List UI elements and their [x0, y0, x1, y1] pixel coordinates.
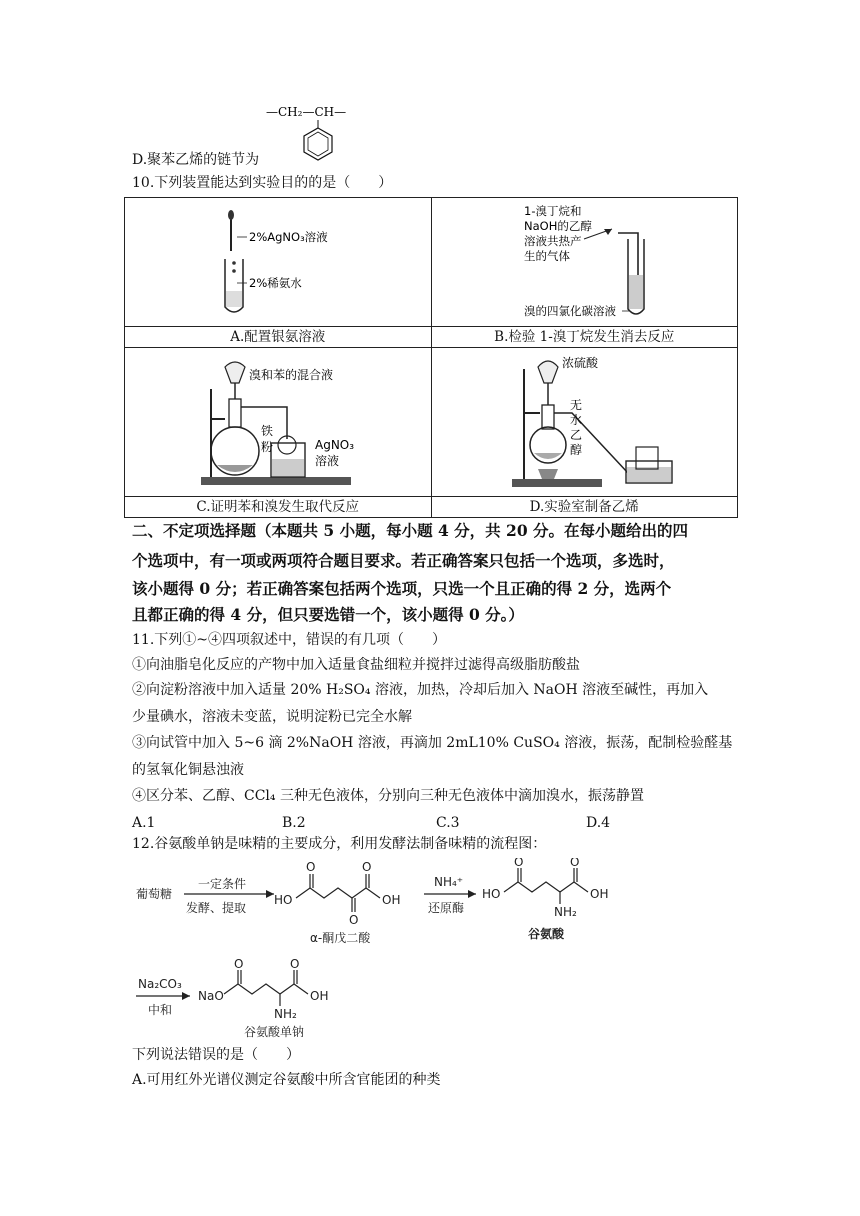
- figB-label1: 1-溴丁烷和: [523, 204, 581, 218]
- c1-o-top2: O: [362, 860, 372, 874]
- section2-line2: 个选项中，有一项或两项符合题目要求。若正确答案只包括一个选项，多选时，: [132, 551, 675, 570]
- c1-ho: HO: [274, 893, 293, 907]
- q10-apparatus-table: [124, 197, 738, 518]
- c2-o-top2: O: [570, 858, 580, 869]
- figC-label4: AgNO₃: [315, 438, 355, 452]
- q11-statement-2a: ②向淀粉溶液中加入适量 20% H₂SO₄ 溶液，加热，冷却后加入 NaOH 溶液至碱性，再加入: [132, 682, 709, 698]
- figC-label5: 溶液: [315, 454, 340, 468]
- arrow1-top: 一定条件: [198, 877, 247, 891]
- q11-option-b[interactable]: B.2: [282, 815, 306, 831]
- q11-option-c[interactable]: C.3: [436, 815, 460, 831]
- arrow2-top: NH₄⁺: [434, 875, 464, 889]
- figC-label2: 铁: [261, 424, 274, 438]
- c1-oh: OH: [382, 893, 401, 907]
- figD-label1: 浓硫酸: [561, 356, 598, 370]
- arrow3-top: Na₂CO₃: [138, 977, 182, 991]
- figC-label3: 粉: [261, 440, 274, 454]
- arrow3-bottom: 中和: [148, 1003, 173, 1017]
- q10-stem: 10.下列装置能达到实验目的的是（ ）: [132, 175, 393, 191]
- c3-nao: NaO: [198, 989, 224, 1003]
- caption-c: C.证明苯和溴发生取代反应: [125, 497, 432, 518]
- c2-o-top: O: [514, 858, 524, 869]
- c1-o-top: O: [306, 860, 316, 874]
- q11-statement-4: ④区分苯、乙醇、CCl₄ 三种无色液体，分别向三种无色液体中滴加溴水，振荡静置: [132, 788, 644, 804]
- q11-option-a[interactable]: A.1: [132, 815, 156, 831]
- figC-label1: 溴和苯的混合液: [249, 368, 334, 382]
- compound2-name: 谷氨酸: [528, 927, 565, 941]
- start-glucose: 葡萄糖: [136, 887, 173, 901]
- figure-b[interactable]: [431, 198, 738, 327]
- q11-statement-1: ①向油脂皂化反应的产物中加入适量食盐细粒并搅拌过滤得高级脂肪酸盐: [132, 657, 580, 673]
- q12-stem: 12.谷氨酸单钠是味精的主要成分，利用发酵法制备味精的流程图：: [132, 836, 547, 852]
- figB-label4: 生的气体: [523, 249, 570, 263]
- section2-line3: 该小题得 0 分；若正确答案包括两个选项，只选一个且正确的得 2 分，选两个: [132, 579, 672, 598]
- figB-label3: 溶液共热产: [523, 234, 581, 248]
- formula-text: —CH₂—CH—: [266, 105, 347, 119]
- c2-ho: HO: [482, 887, 501, 901]
- section2-line1: 二、不定项选择题（本题共 5 小题，每小题 4 分，共 20 分。在每小题给出的四: [132, 521, 689, 540]
- q9-option-d[interactable]: D.聚苯乙烯的链节为: [132, 152, 260, 168]
- q11-statement-3a: ③向试管中加入 5~6 滴 2%NaOH 溶液，再滴加 2mL10% CuSO₄ 溶液，振荡，配制检验醛基: [132, 735, 733, 751]
- figD-label4: 乙: [569, 428, 582, 442]
- polystyrene-structure: [262, 98, 372, 164]
- figB-label2: NaOH的乙醇: [523, 219, 592, 233]
- figure-a[interactable]: [125, 198, 432, 327]
- compound1-name: α-酮戊二酸: [310, 931, 371, 945]
- figA-label2: 2%稀氨水: [249, 276, 302, 290]
- q11-statement-3b: 的氢氧化铜悬浊液: [132, 762, 244, 778]
- caption-a: A.配置银氨溶液: [125, 327, 432, 348]
- figD-label3: 水: [569, 413, 582, 427]
- c2-oh: OH: [590, 887, 609, 901]
- q12-ask: 下列说法错误的是（ ）: [132, 1047, 300, 1063]
- figure-c[interactable]: [125, 348, 432, 497]
- arrow2-bottom: 还原酶: [428, 901, 465, 915]
- figure-d[interactable]: [431, 348, 738, 497]
- c1-o-bottom: O: [349, 913, 359, 927]
- section2-line4: 且都正确的得 4 分，但只要选错一个，该小题得 0 分。）: [132, 605, 524, 624]
- q12-option-a[interactable]: A.可用红外光谱仪测定谷氨酸中所含官能团的种类: [132, 1072, 441, 1088]
- c3-nh2: NH₂: [274, 1007, 297, 1021]
- q12-reaction-scheme-2: [124, 956, 424, 1042]
- figA-label1: 2%AgNO₃溶液: [249, 230, 328, 244]
- c3-o-top: O: [234, 957, 244, 971]
- caption-d: D.实验室制备乙烯: [431, 497, 738, 518]
- c3-oh: OH: [310, 989, 329, 1003]
- arrow1-bottom: 发酵、提取: [186, 901, 247, 915]
- q12-reaction-scheme-1: [124, 858, 664, 950]
- c3-o-top2: O: [290, 957, 300, 971]
- q11-statement-2b: 少量碘水，溶液未变蓝，说明淀粉已完全水解: [132, 709, 412, 725]
- q11-option-d[interactable]: D.4: [586, 815, 611, 831]
- figD-label5: 醇: [569, 443, 582, 457]
- compound3-name: 谷氨酸单钠: [244, 1025, 305, 1039]
- figB-label5: 溴的四氯化碳溶液: [523, 304, 616, 318]
- figD-label2: 无: [569, 398, 582, 412]
- caption-b: B.检验 1-溴丁烷发生消去反应: [431, 327, 738, 348]
- q11-stem: 11.下列①~④四项叙述中，错误的有几项（ ）: [132, 632, 446, 648]
- c2-nh2: NH₂: [554, 905, 577, 919]
